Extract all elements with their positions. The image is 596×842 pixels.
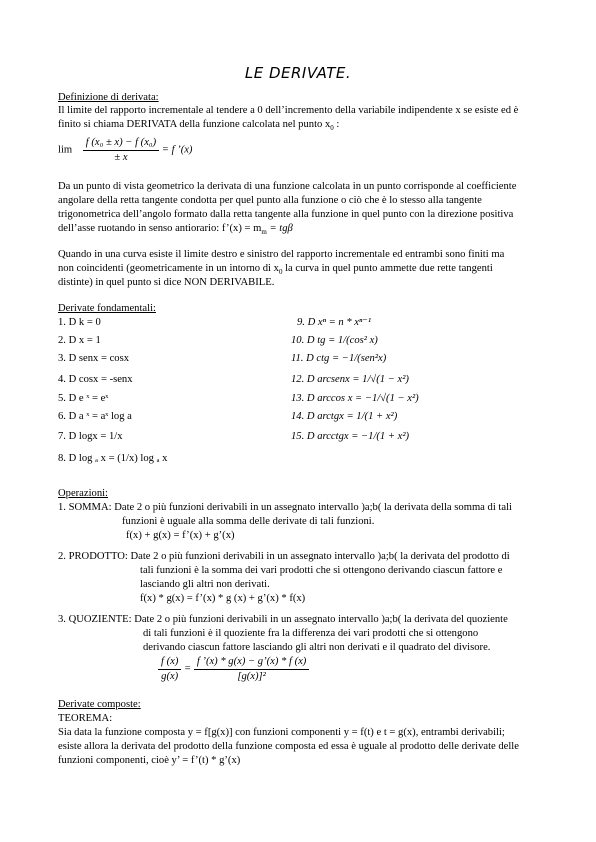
formula-right-14: 14. D arctgx = 1/(1 + x²) <box>291 411 398 422</box>
fondamentali-heading: Derivate fondamentali: <box>58 303 156 314</box>
derivabile-line3: distinte) in quel punto si dice NON DERIVABILE. <box>58 277 275 288</box>
prodotto-formula: f(x) * g(x) = f’(x) * g (x) + g’(x) * f(x) <box>140 593 306 604</box>
prodotto-line1: 2. PRODOTTO: Date 2 o più funzioni derivabili in un assegnato intervallo )a;b( la derivata del prodotto di <box>58 551 510 562</box>
geometrico-line1: Da un punto di vista geometrico la derivata di una funzione calcolata in un punto corrisponde al coefficiente <box>58 181 517 192</box>
formula-right-10: 10. D tg = 1/(cos² x) <box>291 335 378 346</box>
formula-right-13: 13. D arccos x = −1/√(1 − x²) <box>291 393 419 404</box>
formula-left-4: 4. D cosx = -senx <box>58 374 133 385</box>
somma-line1: 1. SOMMA: Date 2 o più funzioni derivabili in un assegnato intervallo )a;b( la derivata della somma di tali <box>58 502 512 513</box>
quoziente-line3: derivando ciascun fattore lasciando gli altri non derivati e il quadrato del divisore. <box>143 642 491 653</box>
teorema-label: TEOREMA: <box>58 713 113 724</box>
formula-left-5: 5. D e ˣ = eˣ <box>58 393 109 404</box>
formula-left-7: 7. D logx = 1/x <box>58 431 123 442</box>
definizione-line2: finito si chiama DERIVATA della funzione calcolata nel punto $x_0$ : <box>58 119 340 133</box>
composte-heading: Derivate composte: <box>58 699 141 710</box>
formula-left-3: 3. D senx = cosx <box>58 353 130 364</box>
composte-line3: funzioni componenti, cioè y’ = f’(t) * g’(x) <box>58 755 241 766</box>
derivabile-line2: non coincidenti (geometricamente in un intorno di $x_0$ la curva in quel punto ammette due rette tangenti <box>58 263 493 277</box>
formula-left-1: 1. D k = 0 <box>58 317 101 328</box>
geometrico-line4: dell’asse ruotando in senso antiorario: f’(x) = $m_m = tg\beta$ <box>58 223 293 237</box>
prodotto-line2: tali funzioni è la somma dei vari prodotti che si ottengono derivando ciascun fattore e <box>140 565 503 576</box>
formula-left-6: 6. D a ˣ = aˣ log a <box>58 411 132 422</box>
definizione-heading: Definizione di derivata: <box>58 92 159 103</box>
formula-left-2: 2. D x = 1 <box>58 335 101 346</box>
definizione-line1: Il limite del rapporto incrementale al tendere a 0 dell’incremento della variabile indipendente x se esiste ed è <box>58 105 519 116</box>
page-title: LE DERIVATE. <box>244 64 352 82</box>
prodotto-line3: lasciando gli altri non derivati. <box>140 579 270 590</box>
quoziente-line1: 3. QUOZIENTE: Date 2 o più funzioni derivabili in un assegnato intervallo )a;b( la derivata del quoziente <box>58 614 508 625</box>
geometrico-line2: angolare della retta tangente condotta per quel punto alla funzione o ciò che è lo stesso alla tangente <box>58 195 482 206</box>
composte-line2: esiste allora la derivata del prodotto della funzione composta ed essa è uguale al prodotto delle derivate delle <box>58 741 519 752</box>
quoziente-line2: di tali funzioni è il quoziente fra la differenza dei vari prodotti che si ottengono <box>143 628 479 639</box>
formula-right-9: 9. D xⁿ = n * xⁿ⁻¹ <box>297 317 372 328</box>
geometrico-line3: trigonometrica dell’angolo formato dalla retta tangente alla funzione in quel punto con la direzione positiva <box>58 209 514 220</box>
composte-line1: Sia data la funzione composta y = f[g(x)] con funzioni componenti y = f(t) e t = g(x), entrambi derivabili; <box>58 727 505 738</box>
formula-right-11: 11. D ctg = −1/(sen²x) <box>291 353 387 364</box>
quoziente-formula: $\frac{f (x)}{g(x)}$ = $\frac{f ’(x) * g(x) - g’(x) * f (x)}{\text{[g(x)]²}}$ <box>158 655 309 684</box>
somma-formula: f(x) + g(x) = f’(x) + g’(x) <box>126 530 235 541</box>
formula-left-8: 8. D log ₐ x = (1/x) log ₐ x <box>58 453 168 464</box>
operazioni-heading: Operazioni: <box>58 488 109 499</box>
formula-right-15: 15. D arcctgx = −1/(1 + x²) <box>291 431 410 442</box>
somma-line2: funzioni è uguale alla somma delle derivate di tali funzioni. <box>122 516 375 527</box>
formula-right-12: 12. D arcsenx = 1/√(1 − x²) <box>291 374 409 385</box>
derivabile-line1: Quando in una curva esiste il limite destro e sinistro del rapporto incrementale ed entrambi sono finiti ma <box>58 249 505 260</box>
derivative-formula: lim $\frac{\text{f (x₀ ± x) − f (x₀)}}{\pm x}$ = f ’(x) <box>58 137 193 163</box>
